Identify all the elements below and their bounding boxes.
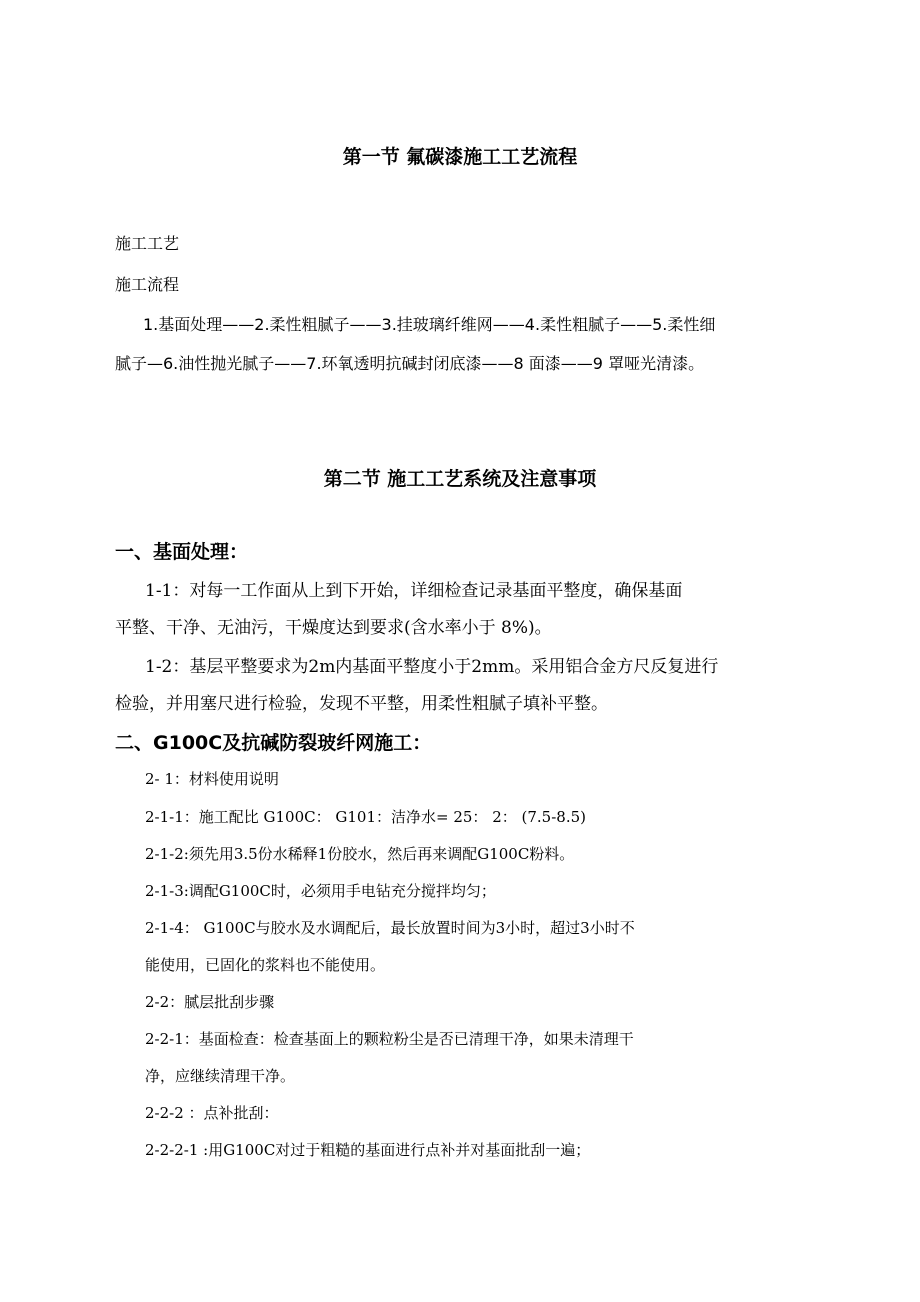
- flow-paragraph-line-2: 腻子—6.油性抛光腻子——7.环氧透明抗碱封闭底漆——8 面漆——9 罩哑光清漆。: [115, 354, 705, 373]
- section-1-title: 第一节 氟碳漆施工工艺流程: [342, 146, 578, 168]
- section-1-label-craft: 施工工艺: [115, 234, 180, 253]
- item-2-2-2-1: 2-2-2-1 :用G100C对过于粗糙的基面进行点补并对基面批刮一遍；: [145, 1141, 591, 1159]
- item-2-2-1-line-2: 净，应继续清理干净。: [145, 1067, 296, 1085]
- item-2-1-2: 2-1-2:须先用3.5份水稀释1份胶水，然后再来调配G100C粉料。: [145, 845, 575, 863]
- para-1-1-line-2: 平整、干净、无油污，干燥度达到要求(含水率小于 8%)。: [115, 618, 552, 638]
- item-2-2-1-line-1: 2-2-1：基面检查：检查基面上的颗粒粉尘是否已清理干净，如果未清理干: [145, 1030, 634, 1048]
- heading-base-treatment: 一、基面处理：: [115, 541, 249, 563]
- item-2-2-2: 2-2-2 ：点补批刮：: [145, 1104, 279, 1122]
- para-1-2-line-1: 1-2：基层平整要求为2m内基面平整度小于2mm。采用铝合金方尺反复进行: [145, 657, 719, 677]
- flow-paragraph-line-1: 1.基面处理——2.柔性粗腻子——3.挂玻璃纤维网——4.柔性粗腻子——5.柔性细: [143, 315, 716, 334]
- para-1-2-line-2: 检验，并用塞尺进行检验，发现不平整，用柔性粗腻子填补平整。: [115, 694, 608, 714]
- item-2-1-4-line-2: 能使用，已固化的浆料也不能使用。: [145, 956, 386, 974]
- item-2-1-1: 2-1-1：施工配比 G100C： G101：洁净水= 25： 2： (7.5-8.5): [145, 808, 586, 826]
- item-2-1: 2- 1：材料使用说明: [145, 770, 279, 788]
- item-2-1-3: 2-1-3:调配G100C时，必须用手电钻充分搅拌均匀；: [145, 882, 496, 900]
- para-1-1-line-1: 1-1：对每一工作面从上到下开始，详细检查记录基面平整度，确保基面: [145, 581, 683, 601]
- item-2-1-4-line-1: 2-1-4： G100C与胶水及水调配后，最长放置时间为3小时，超过3小时不: [145, 919, 635, 937]
- item-2-2: 2-2：腻层批刮步骤: [145, 993, 275, 1011]
- heading-g100c-mesh: 二、G100C及抗碱防裂玻纤网施工：: [115, 732, 432, 754]
- section-2-title: 第二节 施工工艺系统及注意事项: [323, 468, 597, 490]
- section-1-label-flow: 施工流程: [115, 275, 180, 294]
